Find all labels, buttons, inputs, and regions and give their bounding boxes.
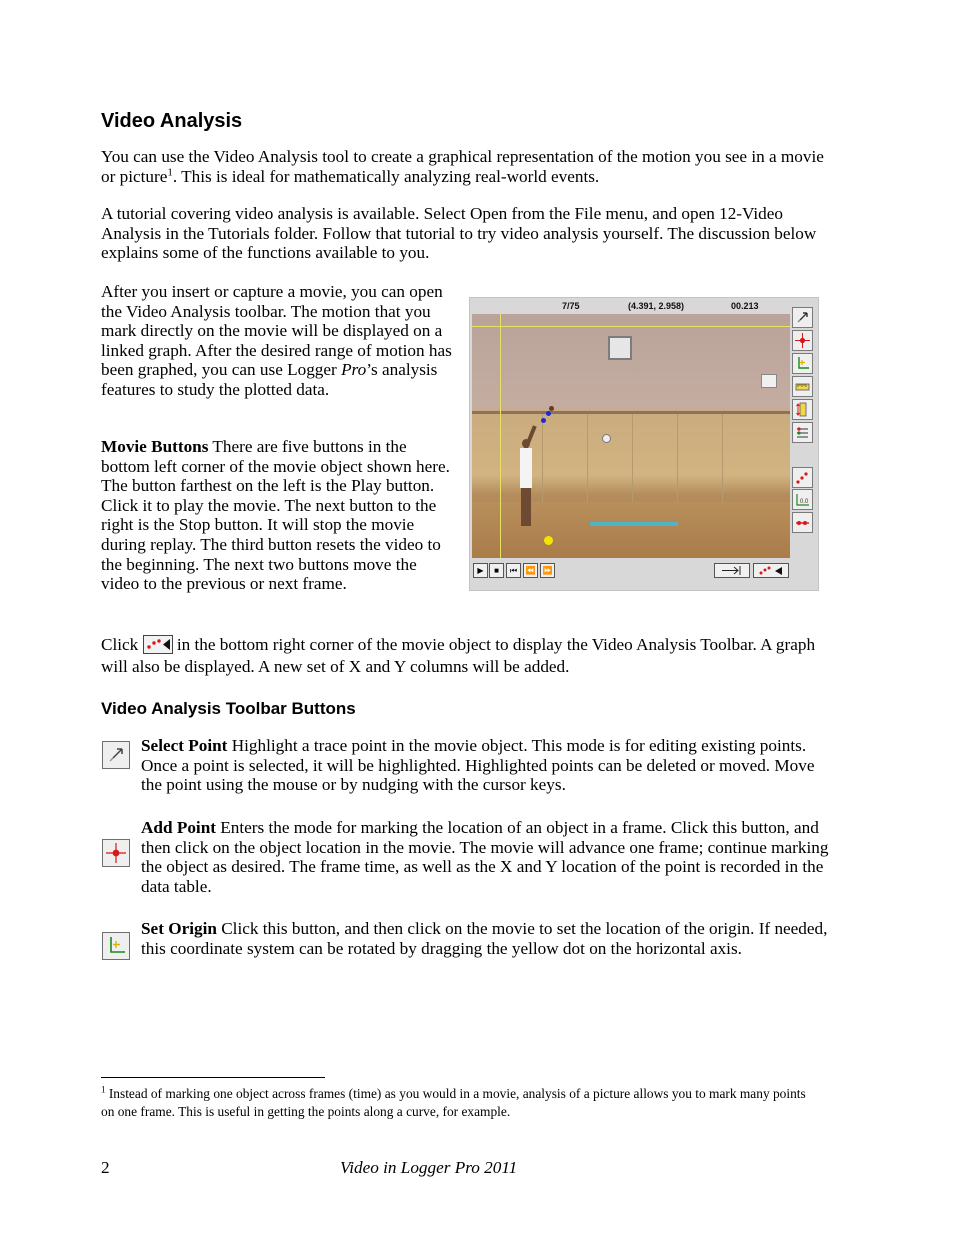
next-frame-icon: ⏩	[542, 566, 553, 575]
footnote-ref[interactable]: 1	[167, 165, 173, 178]
wall-panel-line	[722, 414, 723, 504]
footnote-rule	[101, 1077, 325, 1078]
set-origin-button[interactable]	[792, 353, 813, 374]
play-icon: ▶	[477, 566, 484, 575]
axis-rotation-handle[interactable]	[544, 536, 553, 545]
rewind-to-start-icon: ⏮	[509, 565, 518, 575]
footnote-number: 1	[101, 1084, 106, 1095]
court-line	[590, 522, 678, 526]
origin-axes-icon	[795, 356, 810, 371]
point-trail-icon	[795, 515, 810, 530]
page-number: 2	[101, 1158, 110, 1177]
trace-point[interactable]	[546, 411, 551, 416]
enable-video-analysis-button[interactable]	[753, 563, 789, 578]
insert-movie-paragraph: After you insert or capture a movie, you can open the Video Analysis toolbar. The motion that you mark directly on the movie will be displayed on a linked graph. After the desired range of motion has been graphed, you can use Logger Pro’s analysis features to study the plotted data.	[101, 282, 452, 399]
coordinate-y-axis[interactable]	[500, 314, 501, 558]
stop-icon: ■	[494, 566, 499, 575]
wall-speaker	[761, 374, 777, 388]
time-readout: 00.213	[731, 301, 759, 311]
crosshair-point-icon	[106, 843, 126, 863]
photo-distortion-button[interactable]	[792, 399, 813, 420]
add-point-button[interactable]	[792, 330, 813, 351]
arrow-to-bar-icon	[720, 566, 744, 575]
video-analysis-toggle-icon	[144, 636, 172, 653]
video-analysis-toggle-icon	[758, 566, 784, 576]
select-point-tool	[102, 741, 130, 769]
arrow-cursor-icon	[107, 746, 125, 764]
wall-panel-line	[542, 414, 543, 504]
set-origin-description: Set Origin Click this button, and then click on the movie to set the location of the origin. If needed, this coordinate system can be rotated by dragging the yellow dot on the horizontal axis.	[141, 919, 828, 958]
section-heading: Video Analysis	[101, 110, 243, 132]
next-frame-button[interactable]	[540, 563, 555, 578]
vertical-ruler-icon	[795, 402, 810, 417]
set-scale-button[interactable]	[792, 376, 813, 397]
video-frame[interactable]	[472, 314, 790, 558]
trace-point[interactable]	[541, 418, 546, 423]
origin-axes-icon	[106, 936, 126, 956]
movie-options-button[interactable]	[714, 563, 750, 578]
add-point-description: Add Point Enters the mode for marking the location of an object in a frame. Click this button, and then click on the object location in the movie. The movie will advance one frame; continue marking the object as desired. The frame time, as well as the X and Y location of the point is recorded in the data table.	[141, 818, 829, 896]
toolbar-subheading: Video Analysis Toolbar Buttons	[101, 699, 356, 718]
movie-buttons-title: Movie Buttons	[101, 437, 209, 456]
frame-counter: 7/75	[562, 301, 580, 311]
movie-buttons-paragraph: Movie Buttons There are five buttons in the bottom left corner of the movie object shown here. The button farthest on the left is the Play button. Click it to play the movie. The next button to the right is the Stop button. It will stop the movie during replay. The third button resets the video to the beginning. The next two buttons move the video to the previous or next frame.	[101, 437, 450, 594]
ball	[549, 406, 554, 411]
crosshair-point-icon	[795, 333, 810, 348]
point-trail-button[interactable]	[792, 512, 813, 533]
add-point-title: Add Point	[141, 818, 216, 837]
wall-panel-line	[587, 414, 588, 504]
intro-paragraph: You can use the Video Analysis tool to create a graphical representation of the motion you see in a movie or picture$^1$. This is ideal for mathematically analyzing real-world events.	[101, 147, 824, 186]
wall-clock	[602, 434, 611, 443]
ruler-icon	[795, 379, 810, 394]
select-point-button[interactable]	[792, 307, 813, 328]
wall-panel-line	[632, 414, 633, 504]
add-point-tool	[102, 839, 130, 867]
select-point-title: Select Point	[141, 736, 228, 755]
video-analysis-toggle-inline	[143, 635, 173, 654]
reset-button[interactable]	[506, 563, 521, 578]
show-values-button[interactable]	[792, 489, 813, 510]
tutorial-paragraph: A tutorial covering video analysis is available. Select Open from the File menu, and open 12-Video Analysis in the Tutorials folder. Follow that tutorial to try video analysis yourself. The discussion below explains some of the functions available to you.	[101, 204, 817, 263]
coordinate-x-axis[interactable]	[472, 326, 790, 327]
wall-panel-line	[677, 414, 678, 504]
previous-frame-button[interactable]	[523, 563, 538, 578]
set-origin-title: Set Origin	[141, 919, 217, 938]
wall-rail	[472, 411, 790, 414]
play-button[interactable]	[473, 563, 488, 578]
select-point-description: Select Point Highlight a trace point in the movie object. This mode is for editing existing points. Once a point is selected, it will be highlighted. Highlighted points can be deleted or moved. Move the point using the mouse or by nudging with the cursor keys.	[141, 736, 815, 795]
movie-object[interactable]	[469, 297, 819, 591]
footnote: $^1$ Instead of marking one object across frames (time) as you would in a movie, analysis of a picture allows you to mark many points on one frame. This is useful in getting the points along a curve, for example.	[101, 1084, 806, 1119]
running-footer-title: Video in Logger Pro 2011	[340, 1158, 518, 1177]
basketball-player	[518, 439, 534, 529]
stop-button[interactable]	[489, 563, 504, 578]
arrow-cursor-icon	[796, 311, 809, 324]
data-values-icon	[795, 492, 810, 507]
replay-trace-button[interactable]	[792, 467, 813, 488]
trace-dots-icon	[795, 470, 810, 485]
point-series-button[interactable]	[792, 422, 813, 443]
click-paragraph: Click in the bottom right corner of the movie object to display the Video Analysis Toolbar. A graph will also be displayed. A new set of X and Y columns will be added.	[101, 635, 816, 676]
point-series-icon	[795, 425, 810, 440]
wall-vent	[608, 336, 632, 360]
set-origin-tool	[102, 932, 130, 960]
coordinate-readout: (4.391, 2.958)	[628, 301, 685, 311]
previous-frame-icon: ⏪	[525, 566, 536, 575]
svg-text:0.0: 0.0	[800, 499, 809, 505]
